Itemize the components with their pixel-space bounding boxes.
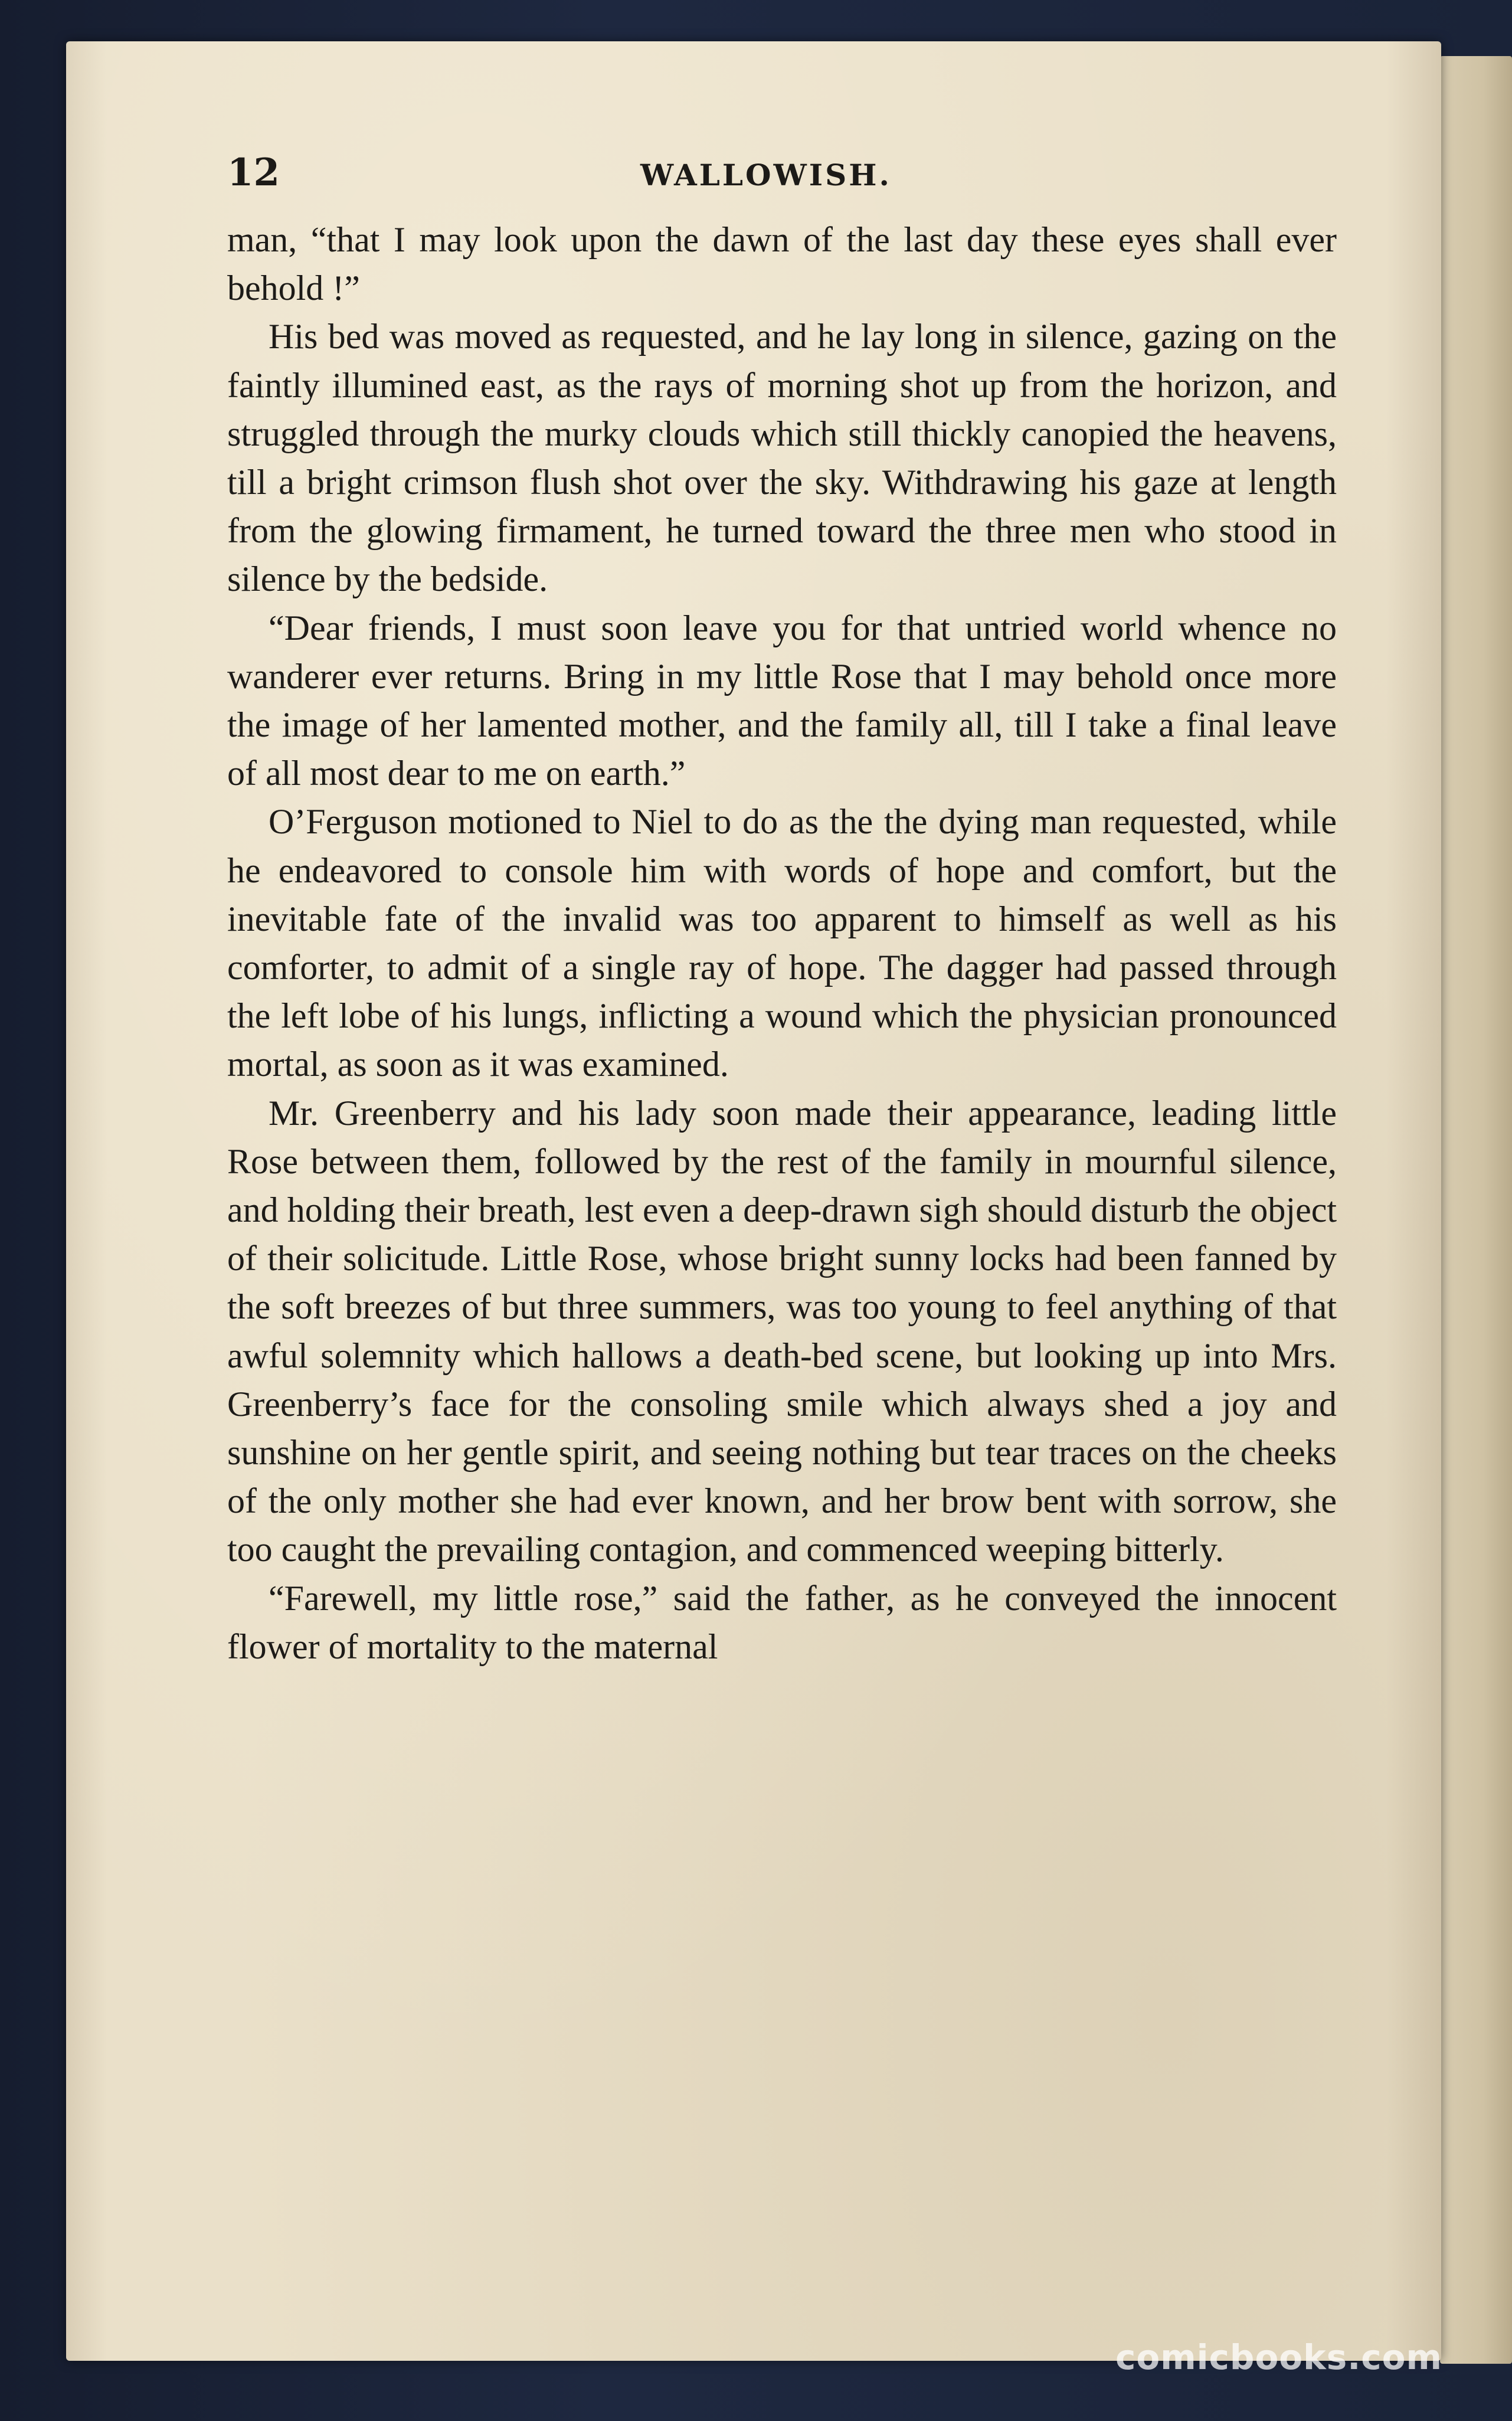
paragraph: “Dear friends, I must soon leave you for that untried world whence no wanderer ever returns. Bring in my little Rose that I may behold once more the image of her lamented mother, and the family all, till I take a final leave of all most dear to me on earth.” [227, 608, 1337, 793]
watermark: comicbooks.com [1115, 2337, 1442, 2377]
running-head: WALLOWISH. [640, 158, 892, 192]
adjacent-page-edge [1440, 56, 1512, 2364]
page-header [227, 151, 1337, 198]
paragraph: His bed was moved as requested, and he lay long in silence, gazing on the faintly illumined east, as the rays of morning shot up from the horizon, and struggled through the murky clouds which still thickly canopied the heavens, till a bright crimson flush shot over the sky. Withdrawing his gaze at length from the glowing firmament, he turned toward the three men who stood in silence by the bedside. [227, 317, 1337, 599]
page-number: 12 [227, 151, 280, 195]
body-text [227, 215, 1337, 1671]
paragraph: O’Ferguson motioned to Niel to do as the the dying man requested, while he endeavored to console him with words of hope and comfort, but the inevitable fate of the invalid was too apparent to himself as well as his comforter, to admit of a single ray of hope. The dagger had passed through the left lobe of his lungs, inflicting a wound which the physician pronounced mortal, as soon as it was examined. [227, 802, 1337, 1084]
paragraph: “Farewell, my little rose,” said the father, as he conveyed the innocent flower of mortality to the maternal [227, 1578, 1337, 1666]
paragraph: man, “that I may look upon the dawn of the last day these eyes shall ever behold !” [227, 220, 1337, 308]
paragraph: Mr. Greenberry and his lady soon made their appearance, leading little Rose between them, followed by the rest of the family in mournful silence, and holding their breath, lest even a deep-drawn sigh should disturb the object of their solicitude. Little Rose, whose bright sunny locks had been fanned by the soft breezes of but three summers, was too young to feel anything of that awful solemnity which hallows a death-bed scene, but looking up into Mrs. Greenberry’s face for the consoling smile which always shed a joy and sunshine on her gentle spirit, and seeing nothing but tear traces on the cheeks of the only mother she had ever known, and her brow bent with sorrow, she too caught the prevailing contagion, and commenced weeping bitterly. [227, 1093, 1337, 1569]
